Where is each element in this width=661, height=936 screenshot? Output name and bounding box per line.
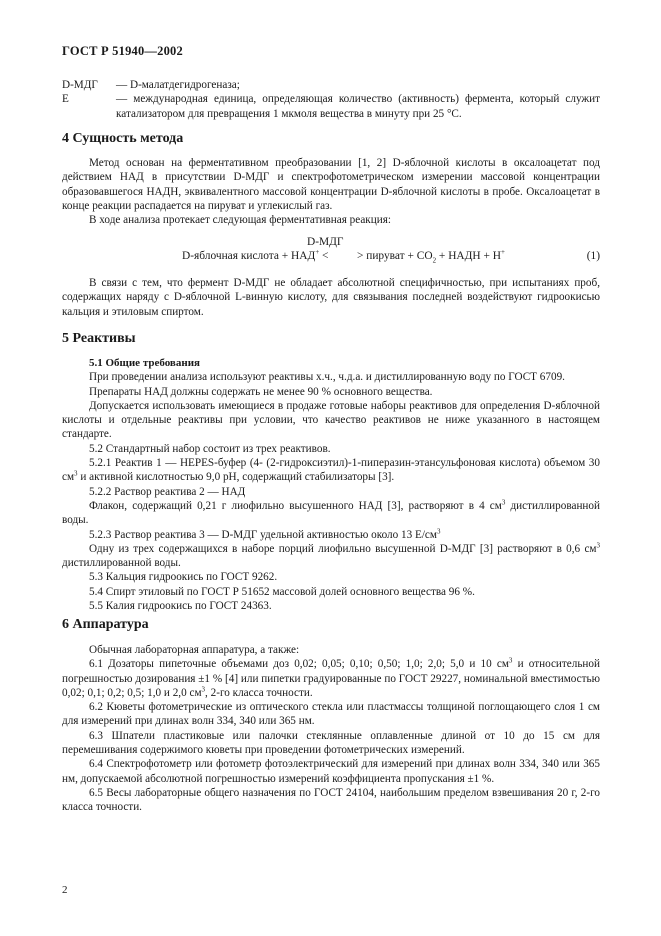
equation-left-sup: + (315, 248, 320, 257)
equation-right: + НАДН + Н (436, 250, 501, 262)
text: и активной кислотностью 9,0 рН, содержащий стабилизаторы [3]. (77, 471, 395, 484)
equation-left: D-яблочная кислота + НАД (182, 250, 316, 262)
equation-sub: 2 (432, 256, 437, 265)
section-5-body (62, 356, 600, 613)
equation-line (182, 248, 600, 265)
equation-number: (1) (586, 250, 600, 262)
text: и относительной погрешностью дозирования ±1 % [4] или пипетки градуированные по ГОСТ 29227, номинальной вместимостью 0,02; 0,1; 0,2; 0,5; 1,0 и 2,0 см (62, 658, 600, 699)
paragraph: 6.4 Спектрофотометр или фотометр фотоэлектрический для измерений при длинах волн 334, 340 или 365 нм, допускаемой абсолютной погрешностью измерений коэффициента пропускания ±1 %. (62, 758, 600, 785)
definition-text: — международная единица, определяющая количество (активность) фермента, который служит катализатором для превращения 1 мкмоля вещества в минуту при 25 °С. (116, 93, 600, 120)
superscript: 3 (508, 656, 513, 665)
definition-term: D-МДГ (62, 79, 98, 91)
text: 6.1 Дозаторы пипеточные объемами доз 0,02; 0,05; 0,10; 0,50; 1,0; 2,0; 5,0 и 10 см (89, 658, 509, 671)
paragraph (62, 657, 600, 700)
equation-middle: < > пируват + СО (319, 250, 433, 262)
page-number: 2 (62, 884, 68, 896)
paragraph: 5.4 Спирт этиловый по ГОСТ Р 51652 массовой долей основного вещества 96 %. (89, 585, 475, 598)
paragraph (62, 528, 600, 542)
document-header: ГОСТ Р 51940—2002 (62, 44, 183, 58)
paragraph: 5.3 Кальция гидроокись по ГОСТ 9262. (89, 571, 278, 584)
section-4-body (62, 156, 600, 227)
equation-enzyme: D-МДГ (307, 236, 344, 248)
definition-item (62, 92, 600, 121)
paragraph: 6.2 Кюветы фотометрические из оптического стекла или пластмассы толщиной поглощающего слоя 1 см для измерений при длинах волн 334, 340 или 365 нм. (62, 701, 600, 728)
section-6-title: 6 Аппаратура (62, 617, 149, 632)
superscript: 3 (201, 685, 206, 694)
superscript: 3 (596, 541, 600, 550)
superscript: 3 (436, 526, 441, 535)
paragraph: Обычная лабораторная аппаратура, а также: (89, 644, 300, 656)
section-4-title: 4 Сущность метода (62, 131, 184, 146)
paragraph (62, 456, 600, 485)
text: , 2-го класса точности. (205, 686, 313, 699)
text: Одну из трех содержащихся в наборе порций лиофильно высушенной D-МДГ [3] растворяют в 0,6 см (89, 542, 597, 555)
paragraph: При проведении анализа используют реактивы х.ч., ч.д.а. и дистиллированную воду по ГОСТ 6709. (89, 371, 565, 384)
text: Флакон, содержащий 0,21 г лиофильно высушенного НАД [3], растворяют в 4 см (89, 499, 502, 512)
superscript: 3 (501, 498, 506, 507)
section-4-note (62, 276, 600, 319)
paragraph: Метод основан на ферментативном преобразовании [1, 2] D-яблочной кислоты в оксалоацетат под действием НАД в присутствии D-МДГ и спектрофотометрическом измерении массовой концентрации образовавшегося НАДН, эквивалентного массовой концентрации D-яблочной кислоты в пробе. Оксалоацетат в конце реакции распадается на пируват и углекислый газ. (62, 157, 600, 212)
section-6-body (62, 643, 600, 815)
paragraph (62, 499, 600, 528)
paragraph (62, 542, 600, 571)
definition-item (62, 78, 600, 92)
paragraph: 5.5 Калия гидроокись по ГОСТ 24363. (89, 600, 272, 613)
paragraph: В связи с тем, что фермент D-МДГ не обладает абсолютной специфичностью, при испытаниях проб, содержащих наряду с D-яблочной L-винную кислоту, для связывания последней воздействуют гидроокисью кальция и этиловым спиртом. (62, 277, 600, 318)
paragraph: 6.5 Весы лабораторные общего назначения по ГОСТ 24104, наибольшим пределом взвешивания 20 г, 2-го класса точности. (62, 786, 600, 814)
text: дистиллированной воды. (62, 499, 600, 527)
paragraph: 6.3 Шпатели пластиковые или палочки стеклянные оплавленные длиной от 10 до 15 см для перемешивания содержимого кюветы при проведении фотометрических измерений. (62, 729, 600, 757)
text: 5.2.3 Раствор реактива 3 — D-МДГ удельной активностью около 13 Е/см (89, 528, 437, 541)
definition-term: Е (62, 93, 69, 106)
definition-text: — D-малатдегидрогеназа; (116, 79, 240, 91)
text: дистиллированной воды. (62, 557, 181, 570)
subsection-title: 5.1 Общие требования (89, 357, 200, 369)
definitions-list (62, 78, 600, 121)
section-5-title: 5 Реактивы (62, 331, 136, 346)
paragraph: Допускается использовать имеющиеся в продаже готовые наборы реактивов для определения D-яблочной кислоты и отдельные реактивы при условии, что качество реактивов не ниже указанного в настоящем стандарте. (62, 399, 600, 441)
paragraph: В ходе анализа протекает следующая ферментативная реакция: (89, 214, 391, 227)
paragraph: Препараты НАД должны содержать не менее 90 % основного вещества. (89, 385, 433, 398)
text: 5.2.1 Реактив 1 — НЕРЕS-буфер (4- (2-гидроксиэтил)-1-пиперазин-этансульфоновая кислота) объемом 30 см (62, 457, 600, 484)
equation-right-sup: + (501, 248, 505, 257)
superscript: 3 (74, 469, 78, 478)
paragraph: 5.2 Стандартный набор состоит из трех реактивов. (89, 442, 331, 455)
paragraph: 5.2.2 Раствор реактива 2 — НАД (89, 485, 246, 498)
